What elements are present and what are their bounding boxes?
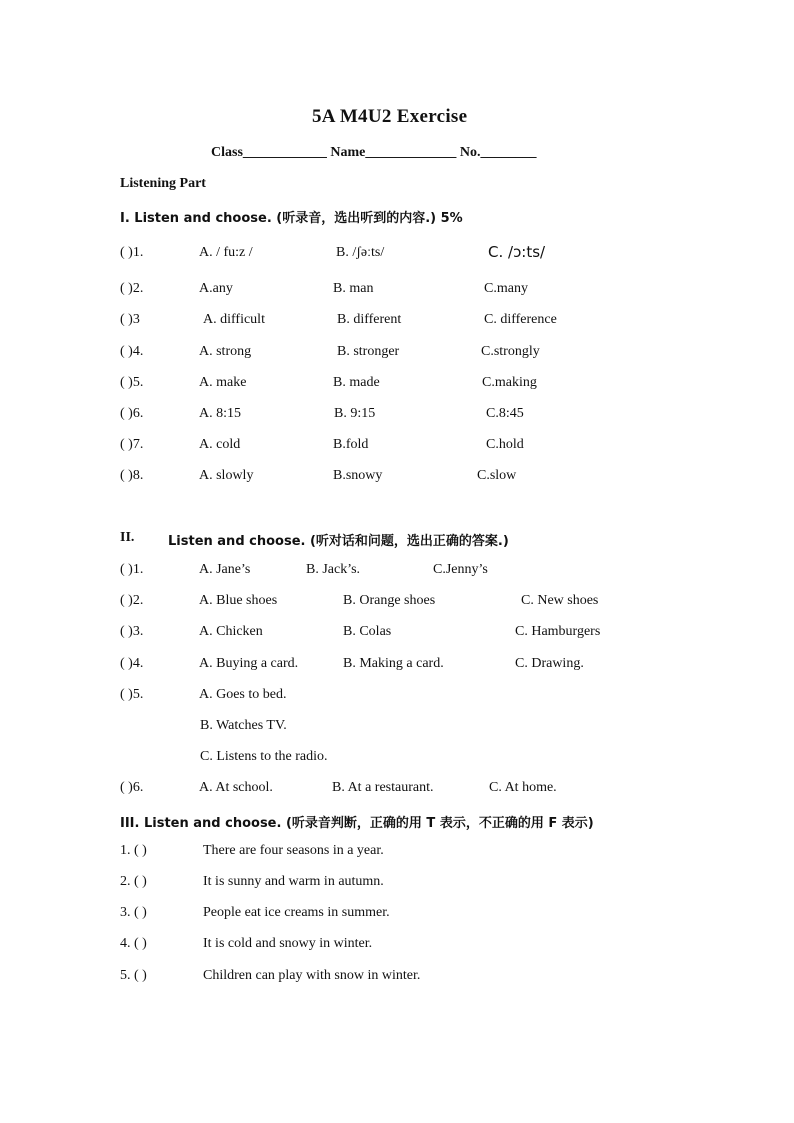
statement-text: It is cold and snowy in winter.	[203, 936, 373, 951]
page-title: 5A M4U2 Exercise	[312, 106, 468, 127]
option-c: C.slow	[477, 468, 517, 483]
option-a: A. Goes to bed.	[199, 687, 287, 702]
option-b: B. Watches TV.	[200, 718, 287, 733]
statement-number: 5. ( )	[120, 968, 147, 983]
option-a: A. Chicken	[199, 624, 263, 639]
option-c: C.making	[482, 375, 537, 390]
question-number: ( )6.	[120, 780, 144, 795]
statement-text: There are four seasons in a year.	[203, 843, 384, 858]
option-b: B.fold	[333, 437, 369, 452]
option-a: A. / fu:z /	[199, 245, 253, 260]
question-number: ( )3	[120, 312, 140, 327]
option-a: A. strong	[199, 344, 252, 359]
option-c: C. Drawing.	[515, 656, 584, 671]
option-b: B. different	[337, 312, 402, 327]
question-number: ( )3.	[120, 624, 144, 639]
option-b: B.snowy	[333, 468, 383, 483]
option-c: C.many	[484, 281, 528, 296]
section-2-heading: Listen and choose. (听对话和问题，选出正确的答案.)	[168, 534, 509, 549]
option-a: A. cold	[199, 437, 241, 452]
question-number: ( )6.	[120, 406, 144, 421]
option-c: C.Jenny’s	[433, 562, 488, 577]
option-a: A.any	[199, 281, 233, 296]
statement-number: 3. ( )	[120, 905, 147, 920]
statement-number: 2. ( )	[120, 874, 147, 889]
option-b: B. Making a card.	[343, 656, 444, 671]
option-b: B. Jack’s.	[306, 562, 361, 577]
statement-number: 4. ( )	[120, 936, 147, 951]
option-b: B. Colas	[343, 624, 392, 639]
option-a: A. At school.	[199, 780, 273, 795]
question-number: ( )2.	[120, 281, 144, 296]
student-info-line: Class____________ Name_____________ No.________	[211, 145, 537, 160]
option-a: A. Buying a card.	[199, 656, 299, 671]
question-number: ( )5.	[120, 375, 144, 390]
question-number: ( )5.	[120, 687, 144, 702]
option-b: B. stronger	[337, 344, 400, 359]
option-a: A. Blue shoes	[199, 593, 278, 608]
question-number: ( )4.	[120, 656, 144, 671]
section-2-roman: II.	[120, 530, 135, 545]
option-a: A. Jane’s	[199, 562, 251, 577]
option-b: B. At a restaurant.	[332, 780, 434, 795]
option-c: C. difference	[484, 312, 557, 327]
option-c: C. New shoes	[521, 593, 599, 608]
question-number: ( )8.	[120, 468, 144, 483]
option-c: C.8:45	[486, 406, 524, 421]
option-c: C. At home.	[489, 780, 557, 795]
statement-text: It is sunny and warm in autumn.	[203, 874, 384, 889]
option-b: B. Orange shoes	[343, 593, 436, 608]
question-number: ( )1.	[120, 562, 144, 577]
statement-number: 1. ( )	[120, 843, 147, 858]
option-b: B. 9:15	[334, 406, 376, 421]
option-c: C. /ɔ:ts/	[488, 243, 546, 261]
option-a: A. slowly	[199, 468, 254, 483]
option-a: A. 8:15	[199, 406, 241, 421]
option-b: B. /ʃəːts/	[336, 245, 385, 260]
option-b: B. man	[333, 281, 374, 296]
question-number: ( )4.	[120, 344, 144, 359]
statement-text: People eat ice creams in summer.	[203, 905, 390, 920]
option-c: C.strongly	[481, 344, 540, 359]
option-c: C. Listens to the radio.	[200, 749, 328, 764]
statement-text: Children can play with snow in winter.	[203, 968, 421, 983]
option-c: C. Hamburgers	[515, 624, 601, 639]
option-c: C.hold	[486, 437, 524, 452]
question-number: ( )1.	[120, 245, 144, 260]
section-3-heading: III. Listen and choose. (听录音判断，正确的用 T 表示，不正确的用 F 表示)	[120, 816, 594, 831]
question-number: ( )2.	[120, 593, 144, 608]
option-b: B. made	[333, 375, 380, 390]
listening-part-heading: Listening Part	[120, 176, 206, 191]
option-a: A. difficult	[203, 312, 265, 327]
question-number: ( )7.	[120, 437, 144, 452]
section-1-heading: I. Listen and choose. (听录音，选出听到的内容.) 5%	[120, 211, 463, 226]
option-a: A. make	[199, 375, 247, 390]
